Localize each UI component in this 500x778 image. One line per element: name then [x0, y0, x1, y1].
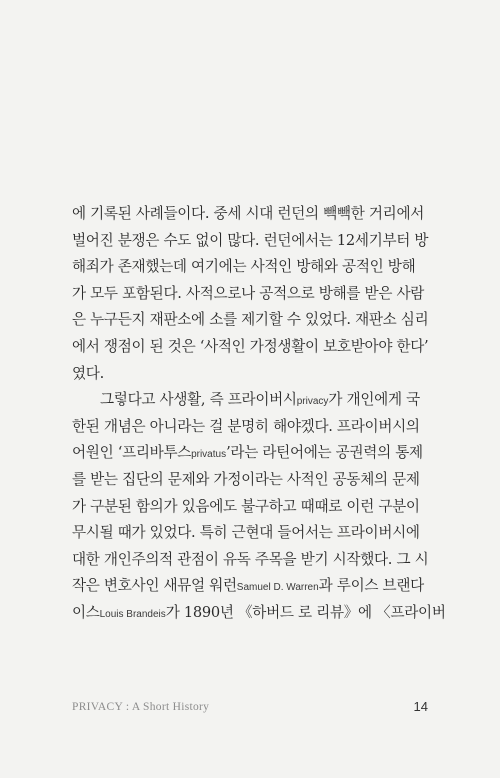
text-segment: 벌어진 분쟁은 수도 없이 많다. 런던에서는 12세기부터 방 [72, 231, 429, 249]
text-line [72, 467, 420, 494]
text-segment: 어원인 ‘프리바투스 [72, 444, 192, 462]
text-line [72, 334, 429, 361]
text-line [72, 307, 429, 334]
text-segment: 이스 [72, 603, 100, 621]
text-segment: 가 개인에게 국 [328, 391, 420, 409]
text-segment: 가 모두 포함된다. 사적으로나 공적으로 방해를 받은 사람 [72, 284, 425, 302]
text-line [72, 520, 420, 547]
text-segment: 를 받는 집단의 문제와 가정이라는 사적인 공동체의 문제 [72, 470, 420, 488]
text-segment: 에 기록된 사례들이다. 중세 시대 런던의 빽빽한 거리에서 [72, 205, 425, 222]
text-segment: 대한 개인주의적 관점이 유독 주목을 받기 시작했다. 그 시 [72, 550, 429, 568]
text-segment: 가 구분된 함의가 있음에도 불구하고 때때로 이런 구분이 [72, 497, 420, 515]
text-segment: 작은 변호사인 새뮤얼 워런 [72, 577, 237, 595]
text-line [72, 228, 429, 255]
text-line [72, 254, 416, 281]
text-segment: 그렇다고 사생활, 즉 프라이버시 [100, 391, 297, 409]
text-segment: 였다. [72, 364, 104, 382]
text-segment: 무시될 때가 있었다. 특히 근현대 들어서는 프라이버시에 [72, 524, 420, 542]
text-segment: 한된 개념은 아니라는 걸 분명히 해야겠다. 프라이버시의 [72, 417, 420, 435]
latin-term: Samuel D. Warren [236, 582, 319, 594]
text-line [72, 573, 424, 600]
text-segment: ’라는 라틴어에는 공권력의 통제 [226, 444, 423, 462]
text-segment: 가 1890년 《하버드 로 리뷰》에 〈프라이버 [165, 603, 446, 621]
paragraph-first-line [72, 387, 420, 414]
text-segment: 에서 쟁점이 된 것은 ‘사적인 가정생활이 보호받아야 한다’ [72, 337, 429, 355]
text-line [72, 494, 420, 521]
latin-term: privacy [296, 396, 329, 408]
text-segment: 과 루이스 브랜다 [318, 577, 424, 595]
text-line [72, 440, 423, 467]
text-line [72, 281, 425, 308]
text-line [72, 201, 425, 228]
text-segment: 은 누구든지 재판소에 소를 제기할 수 있었다. 재판소 심리 [72, 311, 429, 329]
text-line [72, 414, 420, 441]
body-text [72, 201, 446, 627]
text-line [72, 547, 429, 574]
page-number: 14 [413, 699, 428, 714]
latin-term: Louis Brandeis [99, 608, 166, 620]
text-line [72, 361, 410, 388]
latin-term: privatus [191, 449, 227, 461]
text-segment: 해죄가 존재했는데 여기에는 사적인 방해와 공적인 방해 [72, 258, 416, 276]
text-line [72, 600, 446, 627]
running-title: PRIVACY : A Short History [72, 701, 210, 713]
